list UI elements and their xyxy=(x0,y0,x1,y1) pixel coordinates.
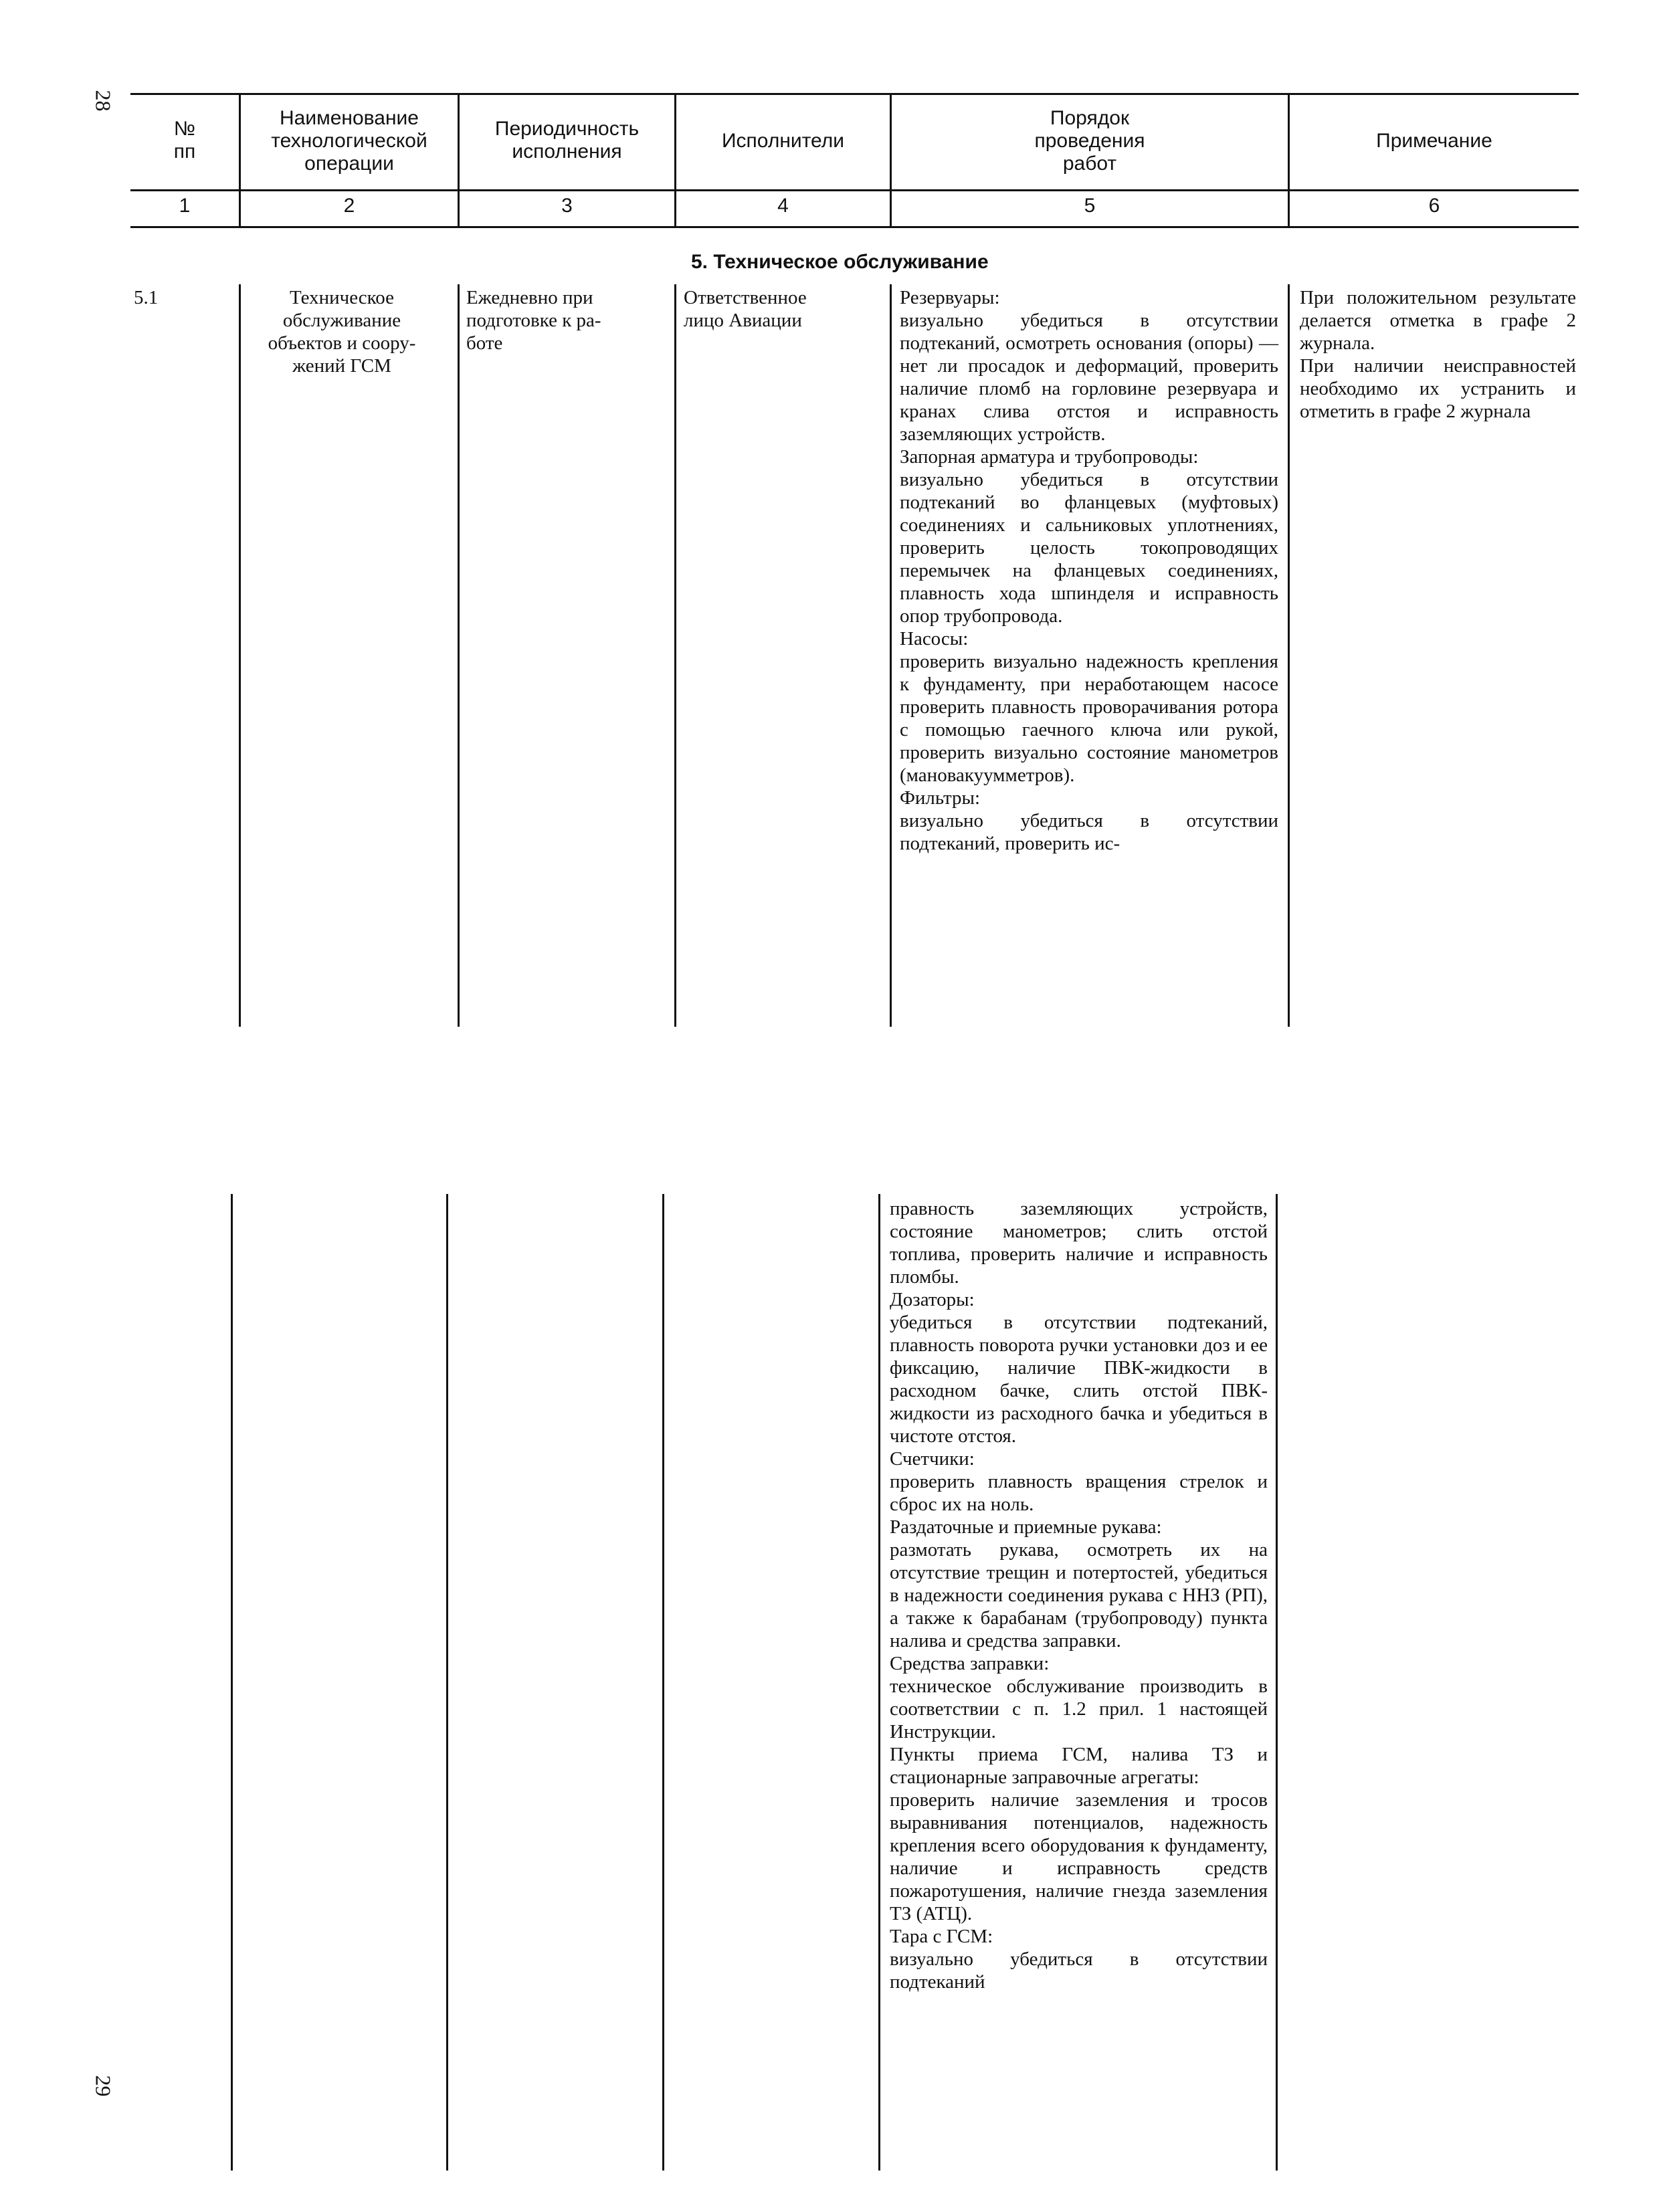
page-number-top: 28 xyxy=(91,90,116,112)
header-col-5: Порядок проведения работ xyxy=(1034,107,1145,175)
lower-divider-1 xyxy=(231,1194,233,2171)
header-col-3: Периодичность исполнения xyxy=(494,118,640,163)
lower-divider-5 xyxy=(1276,1194,1278,2171)
column-number-2: 2 xyxy=(343,195,355,217)
body-divider-2 xyxy=(458,284,460,1027)
body-divider-4 xyxy=(890,284,892,1027)
body-divider-5 xyxy=(1288,284,1290,1027)
row-notes: При положительном результате делается отметка в графе 2 журнала. При наличии неисправностей необходимо их устранить и отметить в графе 2 журнала xyxy=(1300,287,1576,422)
header-bottom-rule xyxy=(130,189,1579,191)
row-procedure-part1: Резервуары: визуально убедиться в отсутствии подтеканий, осмотреть основания (опоры) — нет ли просадок и деформаций, проверить наличие пломб на горловине резервуара и кранах слива отстоя и исправность заземляющих устройств. Запорная арматура и трубопроводы: визуально убедиться в отсутствии подтеканий во фланцевых (муфтовых) соединениях и сальниковых уплотнениях, проверить целость токопроводящих перемычек на фланцевых соединениях, плавность хода шпинделя и исправность опор трубопровода. Насосы: проверить визуально надежность крепления к фундаменту, при неработающем насосе проверить плавность проворачивания ротора с помощью гаечного ключа или рукой, проверить визуально состояние манометров (мановакуумметров). Фильтры: визуально убедиться в отсутствии подтеканий, проверить ис- xyxy=(900,287,1278,854)
header-col-1: № пп xyxy=(173,118,196,163)
header-col-2: Наименование технологической операции xyxy=(271,107,427,175)
row-operation: Техническое обслуживание объектов и соору- жений ГСМ xyxy=(268,287,416,377)
column-number-3: 3 xyxy=(561,195,573,217)
section-title: 5. Техническое обслуживание xyxy=(691,251,989,273)
body-divider-3 xyxy=(674,284,676,1027)
header-col-4: Исполнители xyxy=(721,130,845,152)
row-procedure-part2: правность заземляющих устройств, состояние манометров; слить отстой топлива, проверить наличие и исправность пломбы. Дозаторы: убедиться в отсутствии подтеканий, плавность поворота ручки установки доз и ее фиксацию, наличие ПВК-жидкости в расходном бачке, слить отстой ПВК-жидкости из расходного бачка и убедиться в чистоте отстоя. Счетчики: проверить плавность вращения стрелок и сброс их на ноль. Раздаточные и приемные рукава: размотать рукава, осмотреть их на отсутствие трещин и потертостей, убедиться в надежности соединения рукава с ННЗ (РП), а также к барабанам (трубопроводу) пункта налива и средства заправки. Средства заправки: техническое обслуживание производить в соответствии с п. 1.2 прил. 1 настоящей Инструкции. Пункты приема ГСМ, налива ТЗ и стационарные заправочные агрегаты: проверить наличие заземления и тросов выравнивания потенциалов, надежность крепления всего оборудования к фундаменту, наличие и исправность средств пожаротушения, наличие гнезда заземления ТЗ (АТЦ). Тара с ГСМ: визуально убедиться в отсутствии подтеканий xyxy=(890,1198,1268,1993)
page-number-bottom: 29 xyxy=(91,2075,116,2097)
lower-divider-3 xyxy=(662,1194,664,2171)
row-executors: Ответственное лицо Авиации xyxy=(684,287,807,331)
header-col-6: Примечание xyxy=(1376,130,1492,152)
lower-divider-4 xyxy=(878,1194,880,2171)
column-numbers-rule xyxy=(130,226,1579,228)
column-number-1: 1 xyxy=(179,195,191,217)
lower-divider-2 xyxy=(446,1194,448,2171)
body-divider-1 xyxy=(239,284,241,1027)
row-number: 5.1 xyxy=(134,287,159,308)
column-number-6: 6 xyxy=(1428,195,1440,217)
column-number-5: 5 xyxy=(1084,195,1096,217)
column-number-4: 4 xyxy=(777,195,789,217)
row-periodicity: Ежедневно при подготовке к ра- боте xyxy=(466,287,601,354)
table-top-rule xyxy=(130,93,1579,95)
